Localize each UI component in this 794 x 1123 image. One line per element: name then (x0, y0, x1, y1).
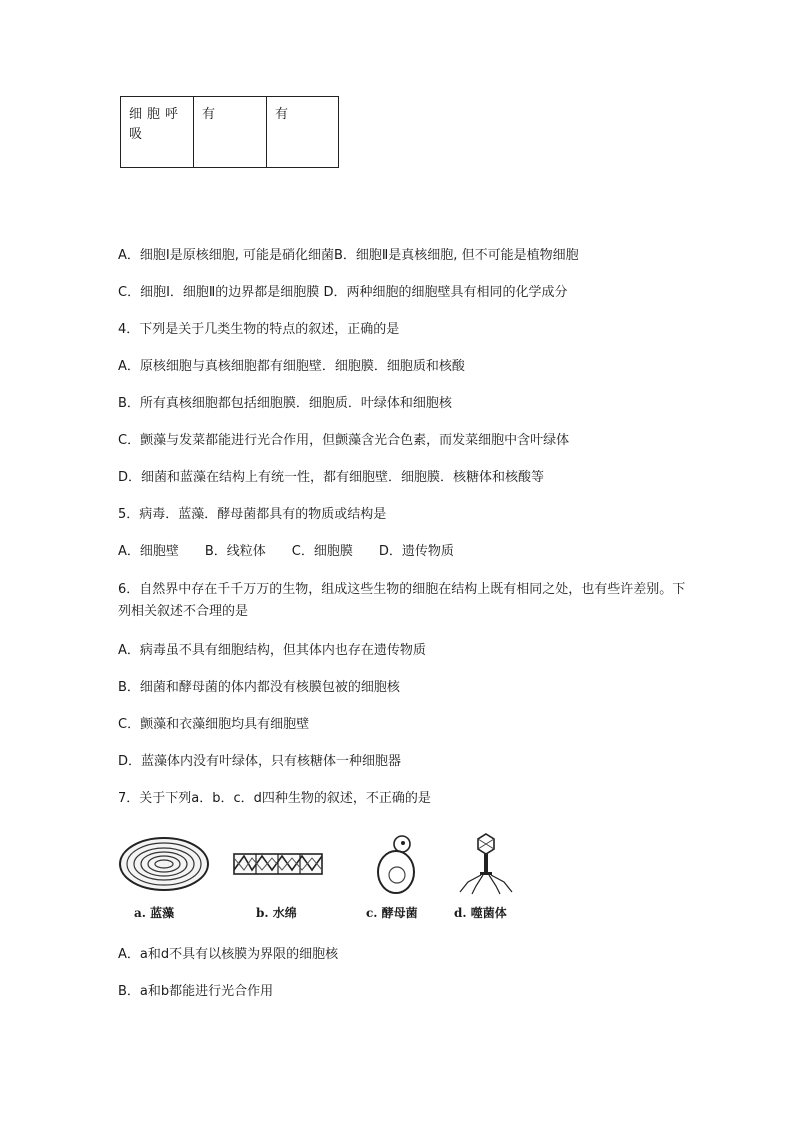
bacteriophage-illustration (454, 832, 518, 898)
q6-option-d: D．蓝藻体内没有叶绿体，只有核糖体一种细胞器 (118, 754, 402, 769)
q3-option-ab: A．细胞Ⅰ是原核细胞, 可能是硝化细菌B．细胞Ⅱ是真核细胞, 但不可能是植物细胞 (118, 248, 579, 263)
q4-option-b: B．所有真核细胞都包括细胞膜．细胞质．叶绿体和细胞核 (118, 396, 452, 411)
table-cell: 有 (194, 97, 267, 168)
q6-option-c: C．颤藻和衣藻细胞均具有细胞壁 (118, 717, 310, 732)
caption-b: b. 水绵 (256, 906, 297, 920)
q4-option-a: A．原核细胞与真核细胞都有细胞壁．细胞膜．细胞质和核酸 (118, 359, 465, 374)
q6-stem: 6．自然界中存在千千万万的生物，组成这些生物的细胞在结构上既有相同之处，也有些许差别。下列相关叙述不合理的是 (118, 582, 686, 619)
table-cell-label: 细胞呼吸 (121, 97, 194, 168)
q6-option-b: B．细菌和酵母菌的体内都没有核膜包被的细胞核 (118, 680, 400, 695)
q5-options: A．细胞壁 B．线粒体 C．细胞膜 D．遗传物质 (118, 544, 454, 559)
q4-stem: 4．下列是关于几类生物的特点的叙述，正确的是 (118, 322, 400, 337)
q6-option-a: A．病毒虽不具有细胞结构，但其体内也存在遗传物质 (118, 643, 426, 658)
caption-a: a. 蓝藻 (134, 906, 175, 920)
q7-option-a: A．a和d不具有以核膜为界限的细胞核 (118, 947, 339, 962)
q4-option-c: C．颤藻与发菜都能进行光合作用，但颤藻含光合色素，而发菜细胞中含叶绿体 (118, 433, 570, 448)
q7-stem: 7．关于下列a．b．c．d四种生物的叙述，不正确的是 (118, 791, 431, 806)
blue-algae-illustration (118, 832, 214, 898)
q3-option-cd: C．细胞Ⅰ．细胞Ⅱ的边界都是细胞膜 D．两种细胞的细胞壁具有相同的化学成分 (118, 285, 568, 300)
yeast-illustration (370, 832, 426, 898)
organism-figure (118, 832, 538, 928)
table-row (121, 97, 339, 168)
caption-d: d. 噬菌体 (454, 906, 507, 920)
q7-option-b: B．a和b都能进行光合作用 (118, 984, 274, 999)
comparison-table (120, 96, 339, 168)
spirogyra-illustration (232, 850, 326, 880)
caption-c: c. 酵母菌 (366, 906, 418, 920)
q5-stem: 5．病毒．蓝藻．酵母菌都具有的物质或结构是 (118, 507, 387, 522)
table-cell: 有 (267, 97, 339, 168)
q4-option-d: D．细菌和蓝藻在结构上有统一性，都有细胞壁．细胞膜．核糖体和核酸等 (118, 470, 545, 485)
